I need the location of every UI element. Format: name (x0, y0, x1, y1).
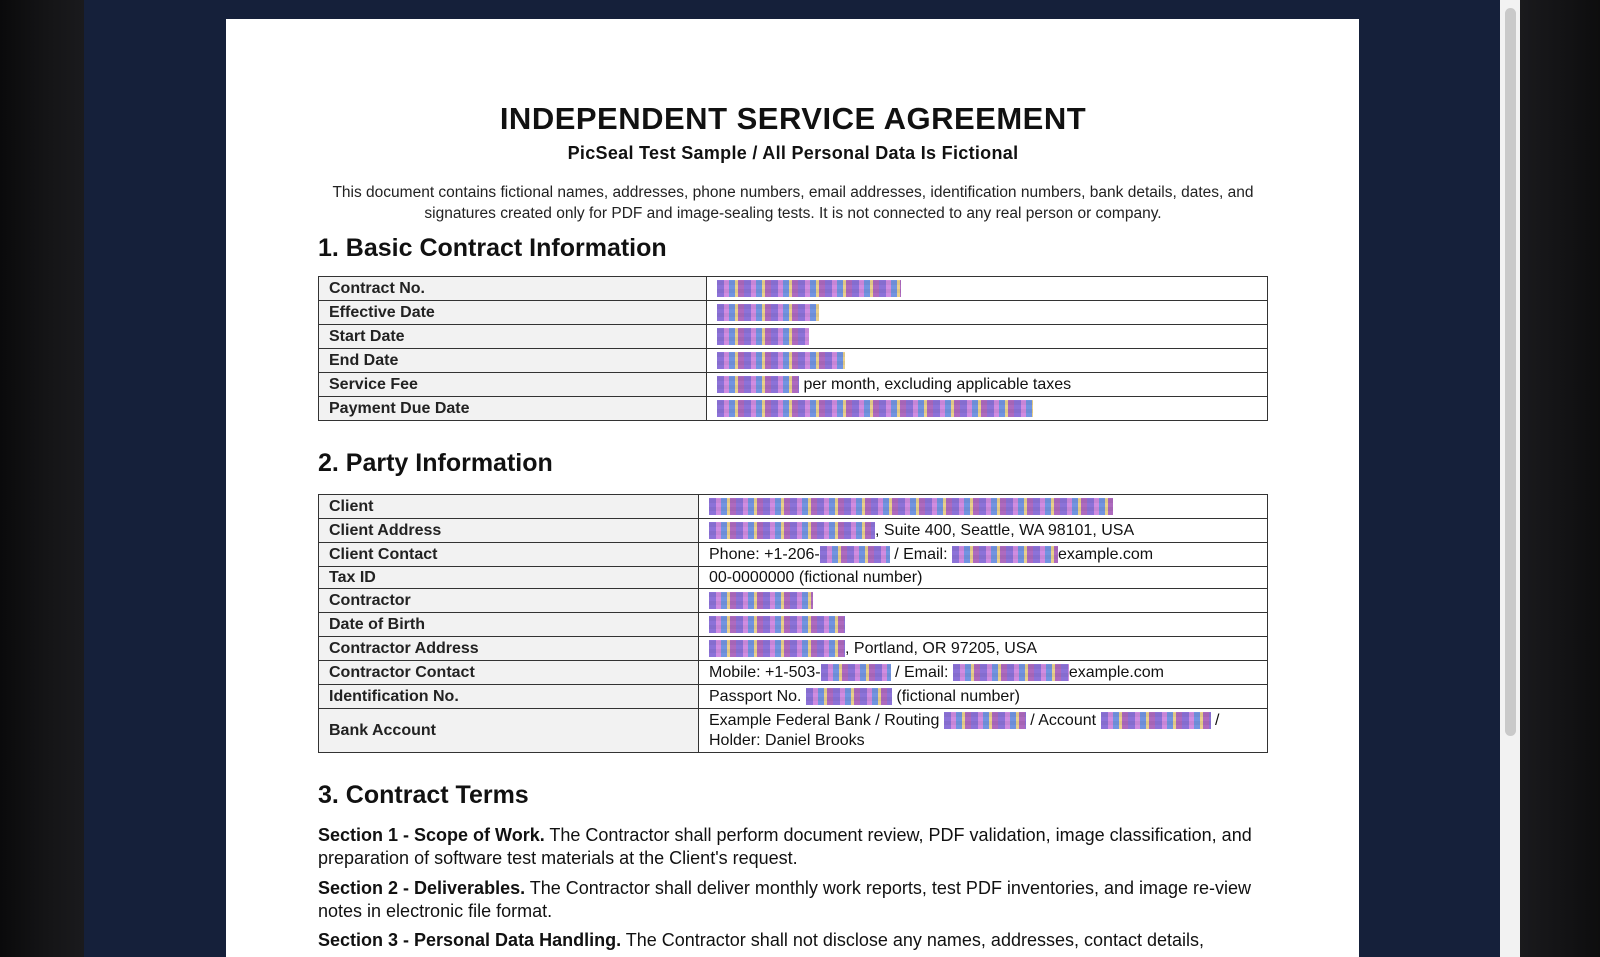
section2-heading: 2. Party Information (318, 449, 553, 477)
redaction-mosaic (709, 616, 845, 633)
table-row (319, 567, 1268, 589)
scrollbar-thumb[interactable] (1505, 8, 1516, 736)
right-background (1520, 0, 1600, 957)
term-title: Section 1 - Scope of Work. (318, 825, 545, 845)
row-label: Start Date (319, 325, 707, 349)
row-label: Identification No. (319, 685, 699, 709)
table-row (319, 637, 1268, 661)
redaction-mosaic (709, 640, 845, 657)
term-title: Section 2 - Deliverables. (318, 878, 526, 898)
table-row (319, 589, 1268, 613)
redaction-mosaic (806, 688, 892, 705)
row-label: Bank Account (319, 709, 699, 753)
phone-prefix: Mobile: +1-503- (709, 663, 821, 681)
address-suffix: , Suite 400, Seattle, WA 98101, USA (875, 521, 1135, 539)
row-value (699, 543, 1268, 567)
table-row (319, 397, 1268, 421)
bank-prefix: Example Federal Bank / Routing (709, 711, 944, 729)
table-row (319, 543, 1268, 567)
term-title: Section 3 - Personal Data Handling. (318, 930, 622, 950)
row-label: Payment Due Date (319, 397, 707, 421)
row-value (707, 277, 1268, 301)
table-row (319, 519, 1268, 543)
term-body: The Contractor shall perform document review, PDF validation, image classification, and preparation of software test materials at the Client's request. (318, 825, 1252, 868)
table-row (319, 277, 1268, 301)
row-value: 00-0000000 (fictional number) (699, 567, 1268, 589)
row-label: Date of Birth (319, 613, 699, 637)
document-page (226, 19, 1359, 957)
row-label: Tax ID (319, 567, 699, 589)
row-value (707, 301, 1268, 325)
basic-info-table (318, 276, 1268, 421)
passport-suffix: (fictional number) (891, 687, 1020, 705)
table-row (319, 495, 1268, 519)
redaction-mosaic (953, 664, 1069, 681)
document-intro: This document contains fictional names, addresses, phone numbers, email addresses, identification numbers, bank details, dates, and signatures created only for PDF and image-sealing tests. It is not connected to any real person or company. (332, 184, 1254, 222)
table-row (319, 325, 1268, 349)
phone-prefix: Phone: +1-206- (709, 545, 820, 563)
redaction-mosaic (717, 352, 845, 369)
row-label: Contractor Contact (319, 661, 699, 685)
row-value (699, 589, 1268, 613)
email-prefix: / Email: (890, 663, 953, 681)
section3-heading: 3. Contract Terms (318, 781, 529, 809)
section1-heading: 1. Basic Contract Information (318, 234, 667, 262)
address-suffix: , Portland, OR 97205, USA (845, 639, 1038, 657)
term-paragraph (318, 824, 1268, 870)
row-label: Service Fee (319, 373, 707, 397)
row-label: Client (319, 495, 699, 519)
document-subtitle: PicSeal Test Sample / All Personal Data Is Fictional (567, 143, 1019, 163)
row-value (699, 661, 1268, 685)
left-background (0, 0, 84, 957)
account-prefix: / Account (1025, 711, 1101, 729)
row-value (699, 519, 1268, 543)
row-value (699, 685, 1268, 709)
row-label: Contractor Address (319, 637, 699, 661)
term-paragraph (318, 877, 1268, 923)
term-paragraph (318, 929, 1268, 952)
redaction-mosaic (717, 400, 1033, 417)
row-value (699, 709, 1268, 753)
account-suffix: / (1210, 711, 1220, 729)
redaction-mosaic (717, 280, 901, 297)
redaction-mosaic (709, 522, 875, 539)
party-info-table (318, 494, 1268, 753)
table-row (319, 301, 1268, 325)
redaction-mosaic (709, 592, 813, 609)
redaction-mosaic (952, 546, 1058, 563)
row-value (707, 397, 1268, 421)
row-label: Contract No. (319, 277, 707, 301)
email-suffix: example.com (1057, 545, 1154, 563)
table-row (319, 373, 1268, 397)
row-label: Client Address (319, 519, 699, 543)
row-label: Effective Date (319, 301, 707, 325)
table-row (319, 709, 1268, 753)
redaction-mosaic (1101, 712, 1211, 729)
row-value (699, 613, 1268, 637)
row-value (707, 349, 1268, 373)
row-value (699, 637, 1268, 661)
redaction-mosaic (717, 304, 819, 321)
redaction-mosaic (820, 546, 890, 563)
redaction-mosaic (717, 376, 799, 393)
redaction-mosaic (709, 498, 1113, 515)
row-label: Contractor (319, 589, 699, 613)
table-row (319, 661, 1268, 685)
row-label: End Date (319, 349, 707, 373)
table-row (319, 613, 1268, 637)
row-value (699, 495, 1268, 519)
redaction-mosaic (944, 712, 1026, 729)
term-body: The Contractor shall not disclose any names, addresses, contact details, (621, 930, 1205, 950)
redaction-mosaic (717, 328, 809, 345)
row-label: Client Contact (319, 543, 699, 567)
row-value (707, 325, 1268, 349)
email-prefix: / Email: (889, 545, 952, 563)
email-suffix: example.com (1068, 663, 1165, 681)
table-row (319, 349, 1268, 373)
passport-prefix: Passport No. (709, 687, 806, 705)
redaction-mosaic (821, 664, 891, 681)
account-holder: Holder: Daniel Brooks (709, 731, 865, 749)
row-value (707, 373, 1268, 397)
document-title: INDEPENDENT SERVICE AGREEMENT (499, 101, 1087, 136)
term-body: The Contractor shall deliver monthly work reports, test PDF inventories, and image re-view notes in electronic file format. (318, 878, 1252, 921)
fee-suffix: per month, excluding applicable taxes (799, 375, 1072, 393)
table-row (319, 685, 1268, 709)
